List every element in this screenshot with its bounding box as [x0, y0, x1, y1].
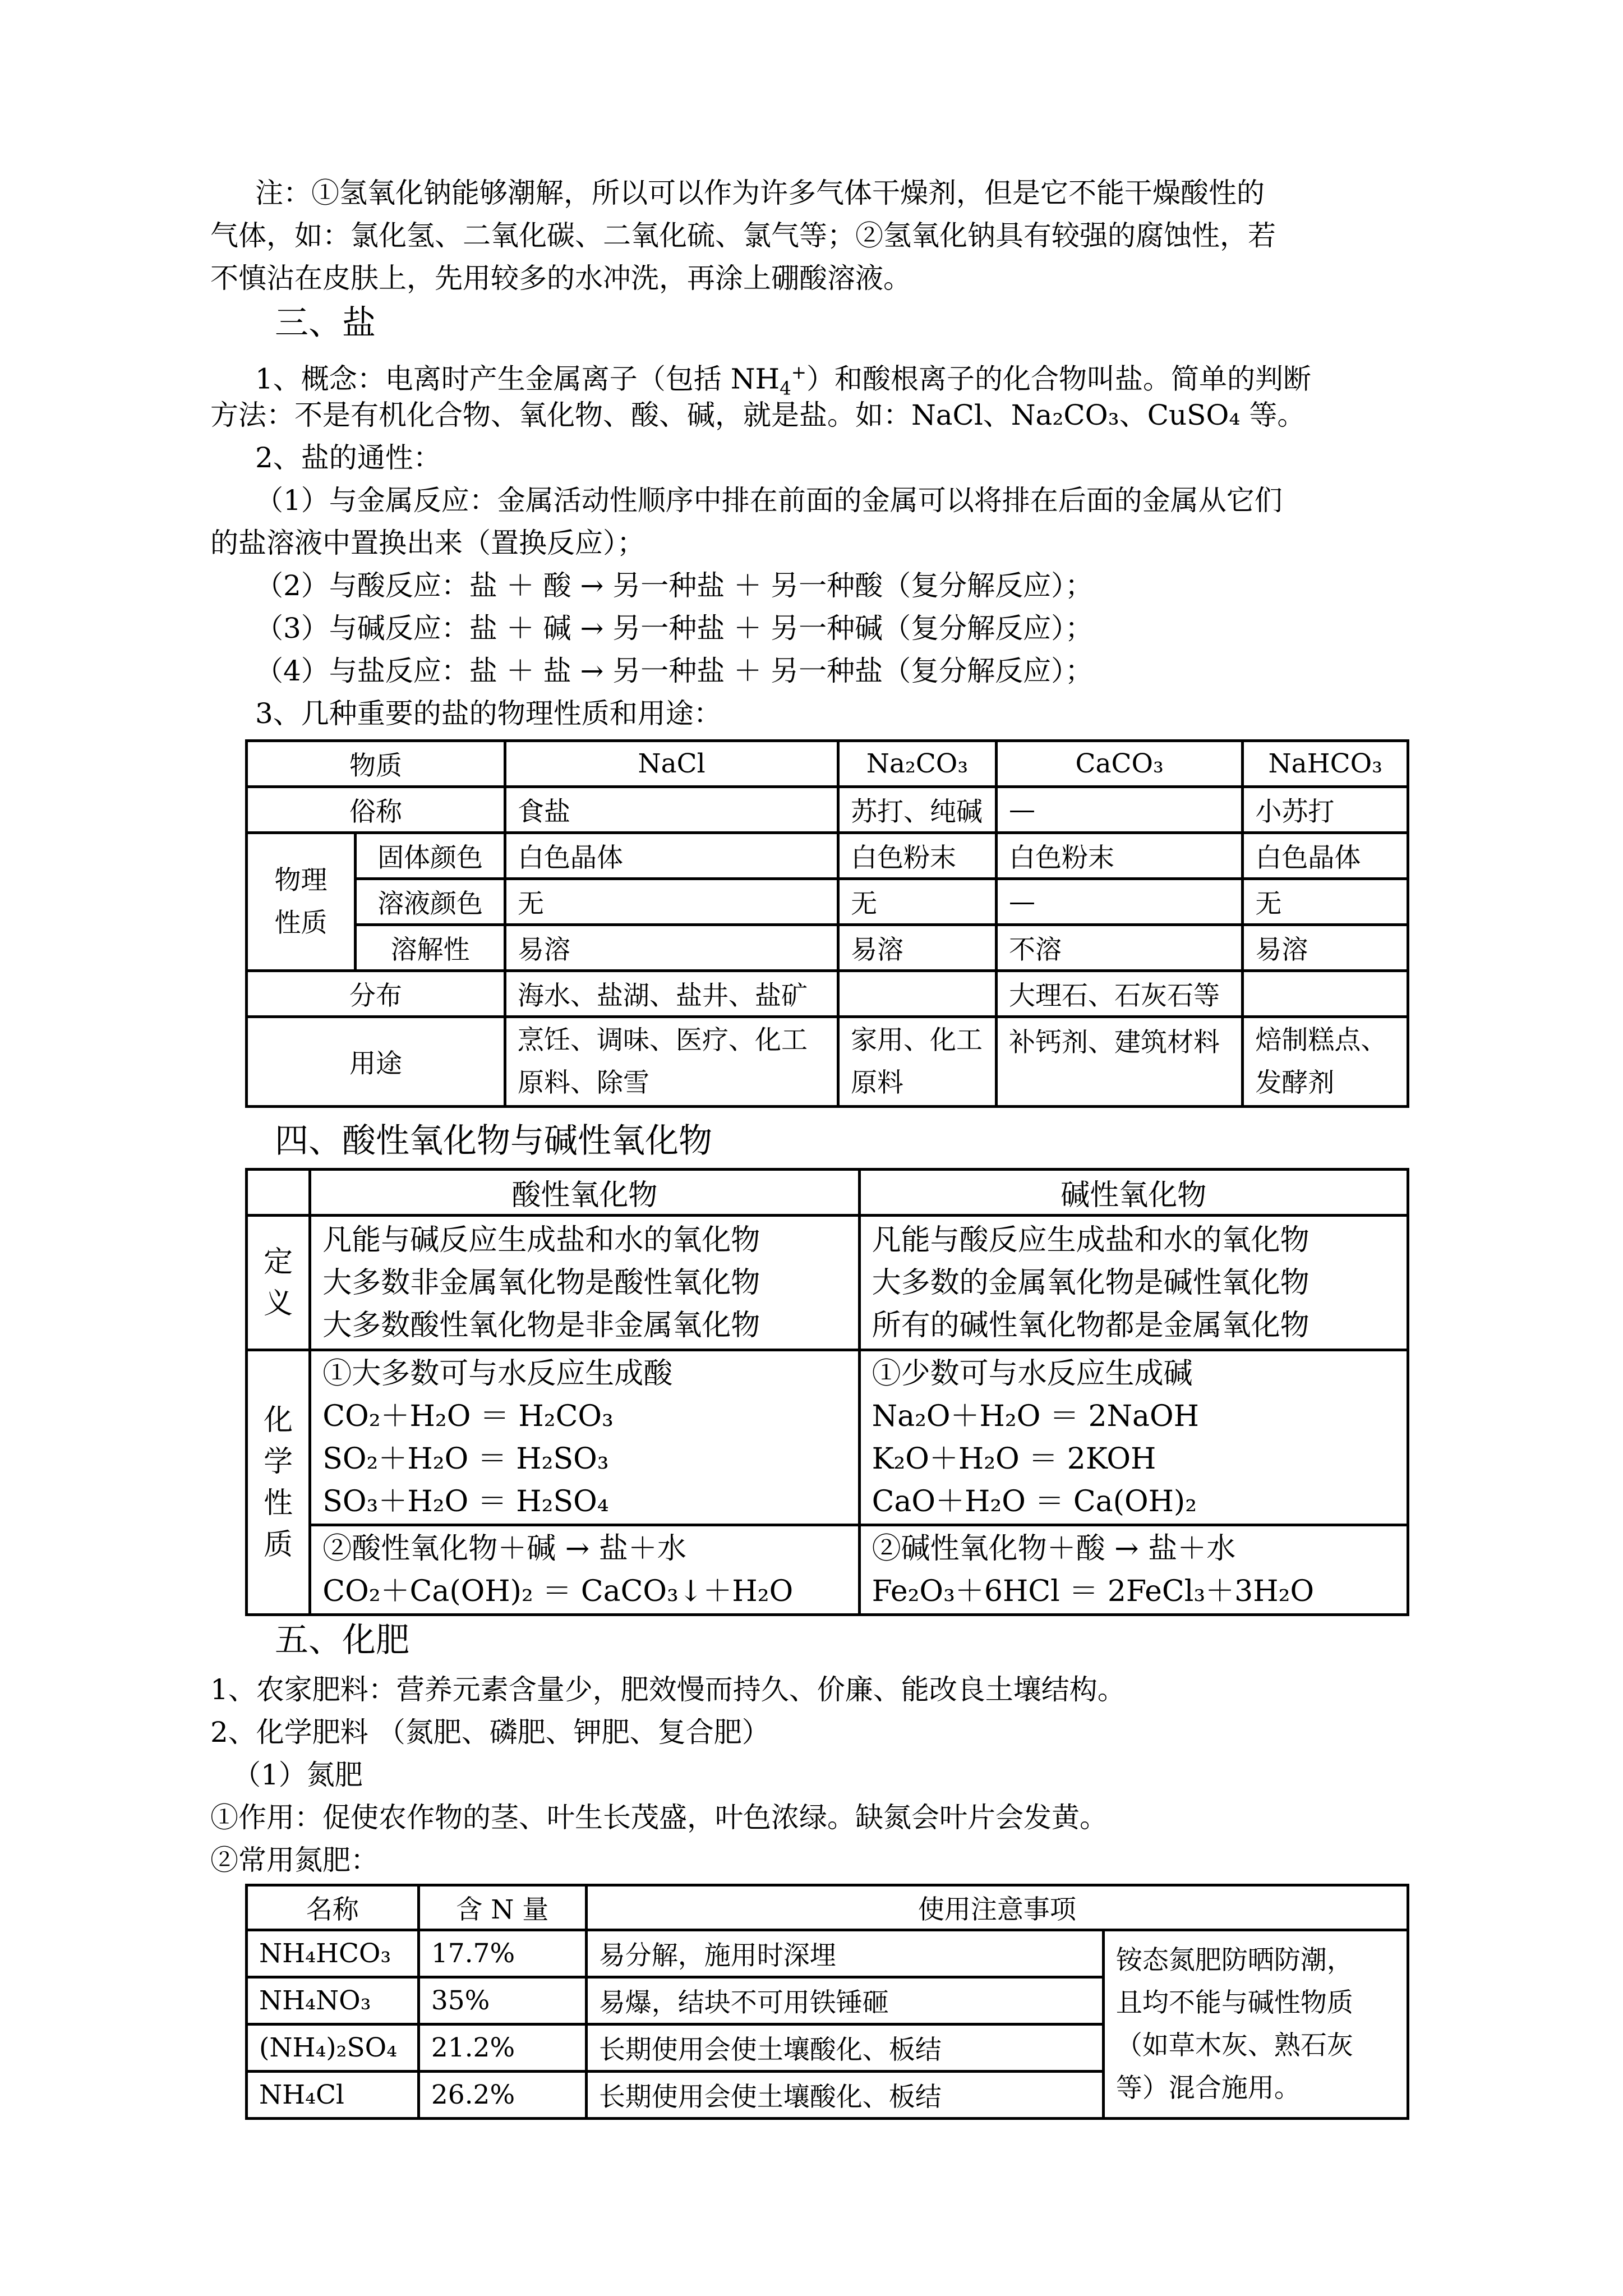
salt-concept-line-2: 方法：不是有机化合物、氧化物、酸、碱，就是盐。如：NaCl、Na₂CO₃、CuSO₄ 等。 [210, 399, 1306, 431]
salt-general-title: 2、盐的通性： [255, 441, 441, 474]
basic-chem-water: ①少数可与水反应生成碱 Na₂O＋H₂O ＝ 2NaOH K₂O＋H₂O ＝ 2KOH CaO＋H₂O ＝ Ca(OH)₂ [859, 1350, 1408, 1525]
salts-table-title: 3、几种重要的盐的物理性质和用途： [255, 697, 722, 730]
n-header-notes: 使用注意事项 [586, 1885, 1408, 1930]
nitrogen-fertilizer-table [245, 1884, 1409, 2120]
note-line-2: 气体，如：氯化氢、二氧化碳、二氧化硫、氯气等；②氢氧化钠具有较强的腐蚀性，若 [210, 219, 1276, 252]
n-row-content: 26.2% [418, 2072, 586, 2119]
salts-cell: 白色粉末 [997, 833, 1243, 879]
salts-cell: 无 [838, 879, 997, 925]
n-row-name: NH₄Cl [247, 2072, 419, 2119]
oxides-header-acidic: 酸性氧化物 [310, 1170, 859, 1216]
salts-cell: — [997, 879, 1243, 925]
salt-property-1-line-2: 的盐溶液中置换出来（置换反应）； [210, 527, 645, 559]
salts-cell: 易溶 [1243, 925, 1408, 971]
n-row-name: NH₄HCO₃ [247, 1930, 419, 1977]
acidic-chem-water: ①大多数可与水反应生成酸 CO₂＋H₂O ＝ H₂CO₃ SO₂＋H₂O ＝ H₂SO₃ SO₃＋H₂O ＝ H₂SO₄ [310, 1350, 859, 1525]
salts-cell: 食盐 [505, 787, 838, 833]
salts-header-nacl: NaCl [505, 741, 838, 787]
section-3-heading: 三、盐 [275, 303, 376, 343]
salts-row-label-common-name: 俗称 [247, 787, 505, 833]
n-row-name: (NH₄)₂SO₄ [247, 2024, 419, 2072]
oxides-label-definition: 定 义 [247, 1216, 310, 1350]
oxides-label-chemical: 化 学 性 质 [247, 1350, 310, 1615]
note-line-1: 注：①氢氧化钠能够潮解，所以可以作为许多气体干燥剂，但是它不能干燥酸性的 [255, 177, 1265, 209]
salts-row-label-solid-color: 固体颜色 [356, 833, 505, 879]
salts-cell: 补钙剂、建筑材料 [997, 1017, 1243, 1107]
salt-property-1-line-1: （1）与金属反应：金属活动性顺序中排在前面的金属可以将排在后面的金属从它们 [255, 484, 1283, 517]
n-row-content: 17.7% [418, 1930, 586, 1977]
nitrogen-common: ②常用氮肥： [210, 1844, 379, 1876]
n-row-note: 易分解，施用时深埋 [586, 1930, 1103, 1977]
n-general-note: 铵态氮肥防晒防潮， 且均不能与碱性物质 （如草木灰、熟石灰 等）混合施用。 [1103, 1930, 1408, 2119]
salts-table [245, 739, 1409, 1108]
oxides-table [245, 1168, 1409, 1616]
salts-cell [838, 971, 997, 1017]
salts-cell: 家用、化工 原料 [838, 1017, 997, 1107]
salts-cell: 小苏打 [1243, 787, 1408, 833]
nitrogen-effect: ①作用：促使农作物的茎、叶生长茂盛，叶色浓绿。缺氮会叶片会发黄。 [210, 1801, 1108, 1834]
salts-header-substance: 物质 [247, 741, 505, 787]
chemical-fertilizer: 2、化学肥料 （氮肥、磷肥、钾肥、复合肥） [210, 1716, 770, 1749]
n-row-note: 长期使用会使土壤酸化、板结 [586, 2024, 1103, 2072]
salt-property-3: （3）与碱反应：盐 ＋ 碱 → 另一种盐 ＋ 另一种碱（复分解反应）； [255, 612, 1094, 645]
nitrogen-title: （1）氮肥 [233, 1759, 363, 1791]
basic-definition: 凡能与酸反应生成盐和水的氧化物 大多数的金属氧化物是碱性氧化物 所有的碱性氧化物都是金属氧化物 [859, 1216, 1408, 1350]
salt-property-4: （4）与盐反应：盐 ＋ 盐 → 另一种盐 ＋ 另一种盐（复分解反应）； [255, 655, 1094, 687]
salts-cell [1243, 971, 1408, 1017]
salts-cell: 海水、盐湖、盐井、盐矿 [505, 971, 838, 1017]
salts-header-na2co3: Na₂CO₃ [838, 741, 997, 787]
acidic-chem-base: ②酸性氧化物＋碱 → 盐＋水 CO₂＋Ca(OH)₂ ＝ CaCO₃↓＋H₂O [310, 1525, 859, 1615]
salts-group-physical: 物理性质 [247, 833, 356, 971]
salts-row-label-solution-color: 溶液颜色 [356, 879, 505, 925]
n-row-note: 易爆，结块不可用铁锤砸 [586, 1977, 1103, 2024]
salts-cell: — [997, 787, 1243, 833]
salts-cell: 白色晶体 [505, 833, 838, 879]
salts-cell: 苏打、纯碱 [838, 787, 997, 833]
salts-row-label-solubility: 溶解性 [356, 925, 505, 971]
salt-property-2: （2）与酸反应：盐 ＋ 酸 → 另一种盐 ＋ 另一种酸（复分解反应）； [255, 569, 1094, 602]
farm-fertilizer: 1、农家肥料：营养元素含量少，肥效慢而持久、价廉、能改良土壤结构。 [210, 1673, 1126, 1706]
salts-cell: 烹饪、调味、医疗、化工 原料、除雪 [505, 1017, 838, 1107]
oxides-header-basic: 碱性氧化物 [859, 1170, 1408, 1216]
section-4-heading: 四、酸性氧化物与碱性氧化物 [275, 1121, 712, 1161]
salts-cell: 白色粉末 [838, 833, 997, 879]
salts-row-label-distribution: 分布 [247, 971, 505, 1017]
n-row-note: 长期使用会使土壤酸化、板结 [586, 2072, 1103, 2119]
salts-cell: 易溶 [838, 925, 997, 971]
oxides-corner [247, 1170, 310, 1216]
acidic-definition: 凡能与碱反应生成盐和水的氧化物 大多数非金属氧化物是酸性氧化物 大多数酸性氧化物是非金属氧化物 [310, 1216, 859, 1350]
salts-cell: 无 [1243, 879, 1408, 925]
salts-cell: 不溶 [997, 925, 1243, 971]
note-line-3: 不慎沾在皮肤上，先用较多的水冲洗，再涂上硼酸溶液。 [210, 262, 911, 295]
section-5-heading: 五、化肥 [275, 1621, 409, 1660]
salts-header-caco3: CaCO₃ [997, 741, 1243, 787]
salts-cell: 焙制糕点、 发酵剂 [1243, 1017, 1408, 1107]
salt-concept-line-1: 1、概念：电离时产生金属离子（包括 $NH_4^+$）和酸根离子的化合物叫盐。简单的判断 [255, 362, 1311, 399]
n-header-name: 名称 [247, 1885, 419, 1930]
n-row-name: NH₄NO₃ [247, 1977, 419, 2024]
basic-chem-acid: ②碱性氧化物＋酸 → 盐＋水 Fe₂O₃＋6HCl ＝ 2FeCl₃＋3H₂O [859, 1525, 1408, 1615]
n-row-content: 35% [418, 1977, 586, 2024]
n-row-content: 21.2% [418, 2024, 586, 2072]
salts-header-nahco3: NaHCO₃ [1243, 741, 1408, 787]
n-header-content: 含 N 量 [418, 1885, 586, 1930]
salts-cell: 无 [505, 879, 838, 925]
salts-row-label-usage: 用途 [247, 1017, 505, 1107]
salts-cell: 易溶 [505, 925, 838, 971]
salts-cell: 大理石、石灰石等 [997, 971, 1243, 1017]
salts-cell: 白色晶体 [1243, 833, 1408, 879]
